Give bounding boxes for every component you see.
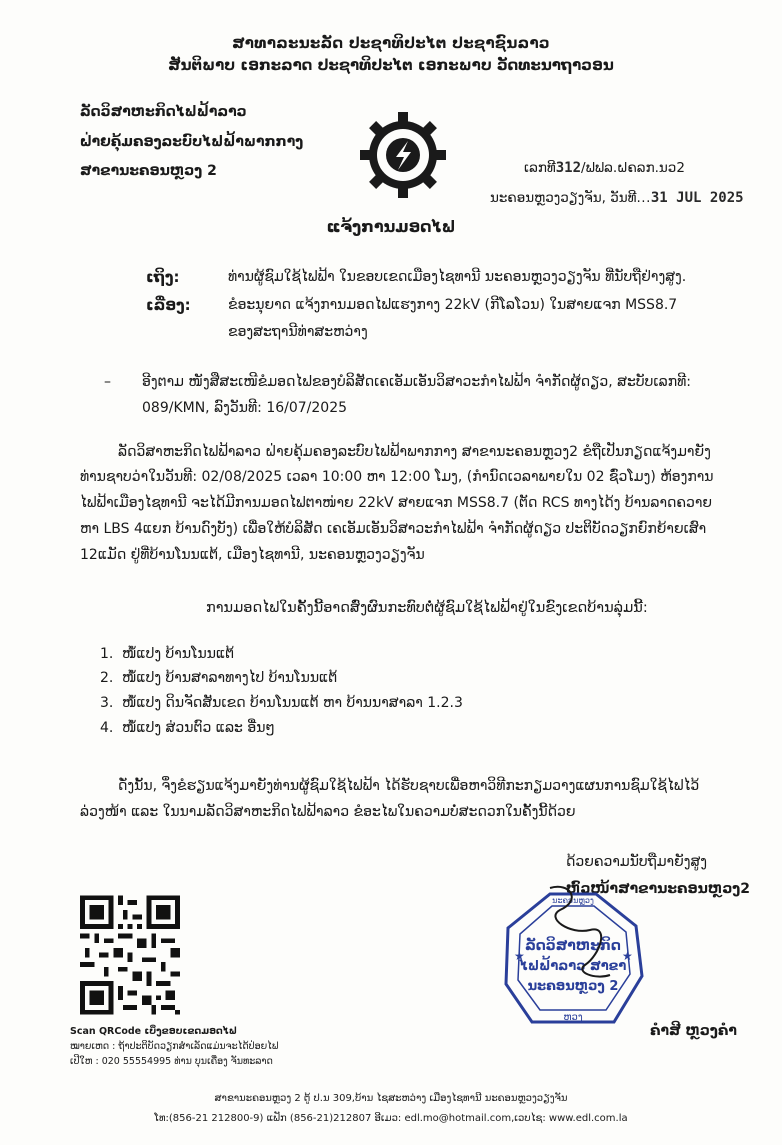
reference-line-1: ອີງຕາມ ໜັງສືສະເໜີຂໍມອດໄຟຂອງບໍລິສັດເຄເອັມເອັນວິສາວະກຳໄຟຟ້າ ຈຳກັດຜູ້ດຽວ, ສະບັບເລກທີ:	[142, 374, 691, 390]
respect-line: ດ້ວຍຄວາມນັບຖືມາຍັງສູງ	[566, 854, 708, 870]
footer-contact: ໂທ:(856-21 212800-9) ແຟັກ (856-21)212807 ອີເມວ: edl.mo@hotmail.com,ເວບໄຊ: www.edl.com.la	[154, 1113, 628, 1124]
date-stamp: 31 JUL 2025	[650, 190, 744, 206]
stamp-star-icon: ★	[622, 949, 633, 963]
qr-caption: Scan QRCode ເບິ່ງຂອບເຂດມອດໄຟ	[70, 1026, 237, 1037]
ref-label: ເລກທີ	[524, 160, 556, 176]
stamp-line-1: ລັດວິສາຫະກິດ	[525, 938, 621, 954]
reference-bullet: –	[104, 374, 111, 390]
stamp-line-3: ນະຄອນຫຼວງ 2	[527, 979, 619, 994]
signer-position: ຫົວໜ້າສາຂານະຄອນຫຼວງ2	[566, 881, 751, 897]
paragraph-line: 12ແມັດ ຢູ່ທີ່ບ້ານໂນນແຕ້, ເມືອງໄຊທານີ, ນະຄອນຫຼວງວຽງຈັນ	[80, 547, 425, 563]
list-item: ໜໍ້ແປງ ບ້ານສາລາທາງໄປ ບ້ານໂນນແຕ້	[122, 670, 338, 686]
paragraph-line: ລັດວິສາຫະກິດໄຟຟ້າລາວ ຝ່າຍຄຸ້ມຄອງລະບົບໄຟຟ້າພາກກາງ ສາຂານະຄອນຫຼວງ2 ຂໍຖືເປັນກຽດແຈ້ງມາຍັງ	[118, 444, 711, 460]
subject-line-2: ຂອງສະຖານີທ່າສະຫວ່າງ	[228, 324, 368, 340]
list-item: ໜໍ້ແປງ ບ້ານໂນນແຕ້	[122, 646, 235, 662]
org-department: ຝ່າຍຄຸ້ມຄອງລະບົບໄຟຟ້າພາກກາງ	[80, 134, 304, 150]
stamp-line-2: ໄຟຟ້າລາວ ສາຂາ	[519, 959, 627, 974]
qr-contact: ເປີໃຫ : 020 55554995 ທ່ານ ບຸນເຄື່ອງ ຈັນທະລາດ	[70, 1056, 273, 1067]
document-title: ແຈ້ງການມອດໄຟ	[326, 217, 456, 236]
org-branch: ສາຂານະຄອນຫຼວງ 2	[80, 163, 217, 179]
stamp-star-icon: ★	[514, 949, 525, 963]
ref-number-handwritten: 312	[555, 160, 582, 176]
subject-line-1: ຂໍອະນຸຍາດ ແຈ້ງການມອດໄຟແຮງກາງ 22kV (ກີໂລໂວນ) ໃນສາຍແຈກ MSS8.7	[228, 297, 678, 313]
footer-address: ສາຂານະຄອນຫຼວງ 2 ຕູ້ ປ.ນ 309,ບ້ານ ໄຊສະຫວ່າງ ເມືອງໄຊທານີ ນະຄອນຫຼວງວຽງຈັນ	[214, 1093, 568, 1104]
affected-heading: ການມອດໄຟໃນຄັ້ງນີ້ອາດສົ່ງຜົນກະທົບຕໍ່ຜູ້ຊົມໃຊ້ໄຟຟ້າຢູ່ໃນຂົງເຂດບ້ານລຸ່ມນີ້:	[206, 600, 648, 616]
ref-suffix: /ຟຟລ.ຝຄລກ.ນວ2	[581, 160, 685, 176]
list-item: ໜໍ້ແປງ ດິນຈັດສັນເຂດ ບ້ານໂນນແຕ້ ຫາ ບ້ານນາສາລາ 1.2.3	[122, 695, 463, 711]
list-item-number: 4.	[100, 720, 114, 736]
handwritten-signature	[540, 880, 630, 990]
nation-motto: ສັນຕິພາບ ເອກະລາດ ປະຊາທິປະໄຕ ເອກະພາບ ວັດທະນາຖາວອນ	[168, 56, 614, 74]
issue-date: ນະຄອນຫຼວງວຽງຈັນ, ວັນທີ...31 JUL 2025	[490, 190, 744, 206]
date-label: ນະຄອນຫຼວງວຽງຈັນ, ວັນທີ	[490, 190, 637, 206]
paragraph-line: ໄຟຟ້າເມືອງໄຊທານີ ຈະໄດ້ມີການມອດໄຟຕາໜ່າຍ 22kV ສາຍແຈກ MSS8.7 (ຕັດ RCS ທາງໄດ້ງ ບ້ານລາດຄວາຍ	[80, 495, 713, 511]
stamp-top-text: ນະຄອນຫຼວງ	[552, 896, 594, 905]
closing-line: ດັ່ງນັ້ນ, ຈຶ່ງຂໍຮຽນແຈ້ງມາຍັງທ່ານຜູ້ຊົມໃຊ້ໄຟຟ້າ ໄດ້ຮັບຊາບເພື່ອຫາວິທີກະກຽມວາງແຜນການຊົມໃຊ້ໄຟໄວ້	[118, 778, 700, 794]
paragraph-line: ຫາ LBS 4ແຍກ ບ້ານດົງບັງ) ເພື່ອໃຫ້ບໍລິສັດ ເຄເອັມເອັນວິສາວະກຳໄຟຟ້າ ຈຳກັດຜູ້ດຽວ ປະຕິບັດວຽກຍົກຍ້າຍເສົາ	[80, 521, 707, 537]
qr-note: ໝາຍເຫດ : ຖ້າປະຕິບັດວຽກສຳເລັດແມ່ນຈະໄດ້ປ່ອຍໄຟ	[70, 1041, 279, 1052]
qr-code-image[interactable]	[80, 895, 180, 1015]
recipient-label: ເຖິງ:	[146, 268, 180, 286]
reference-line-2: 089/KMN, ລົງວັນທີ: 16/07/2025	[142, 400, 348, 416]
list-item-number: 3.	[100, 695, 114, 711]
edl-gear-logo-icon	[358, 110, 448, 200]
signer-name: ຄຳສີ ຫຼວງຄຳ	[650, 1023, 737, 1039]
subject-label: ເລື່ອງ:	[146, 296, 191, 314]
list-item-number: 2.	[100, 670, 114, 686]
paragraph-line: ທ່ານຊາບວ່າໃນວັນທີ: 02/08/2025 ເວລາ 10:00 ຫາ 12:00 ໂມງ, (ກຳນົດເວລາພາຍໃນ 02 ຊົ່ວໂມງ) ຫ້ອງການ	[80, 469, 714, 485]
list-item-number: 1.	[100, 646, 114, 662]
org-name: ລັດວິສາຫະກິດໄຟຟ້າລາວ	[80, 104, 247, 120]
nation-title: ສາທາລະນະລັດ ປະຊາທິປະໄຕ ປະຊາຊົນລາວ	[232, 34, 550, 52]
list-item: ໜໍ້ແປງ ສ່ວນຕົວ ແລະ ອື່ນໆ	[122, 720, 275, 736]
recipient-text: ທ່ານຜູ້ຊົມໃຊ້ໄຟຟ້າ ໃນຂອບເຂດເມືອງໄຊທານີ ນະຄອນຫຼວງວຽງຈັນ ທີ່ນັບຖືຢ່າງສູງ.	[228, 269, 687, 285]
stamp-bottom-text: ຫຼວງ	[563, 1012, 583, 1023]
closing-line: ລ່ວງໜ້າ ແລະ ໃນນາມລັດວິສາຫະກິດໄຟຟ້າລາວ ຂໍອະໄພໃນຄວາມບໍ່ສະດວກໃນຄັ້ງນີ້ດ້ວຍ	[80, 804, 576, 820]
reference-number	[524, 160, 685, 176]
